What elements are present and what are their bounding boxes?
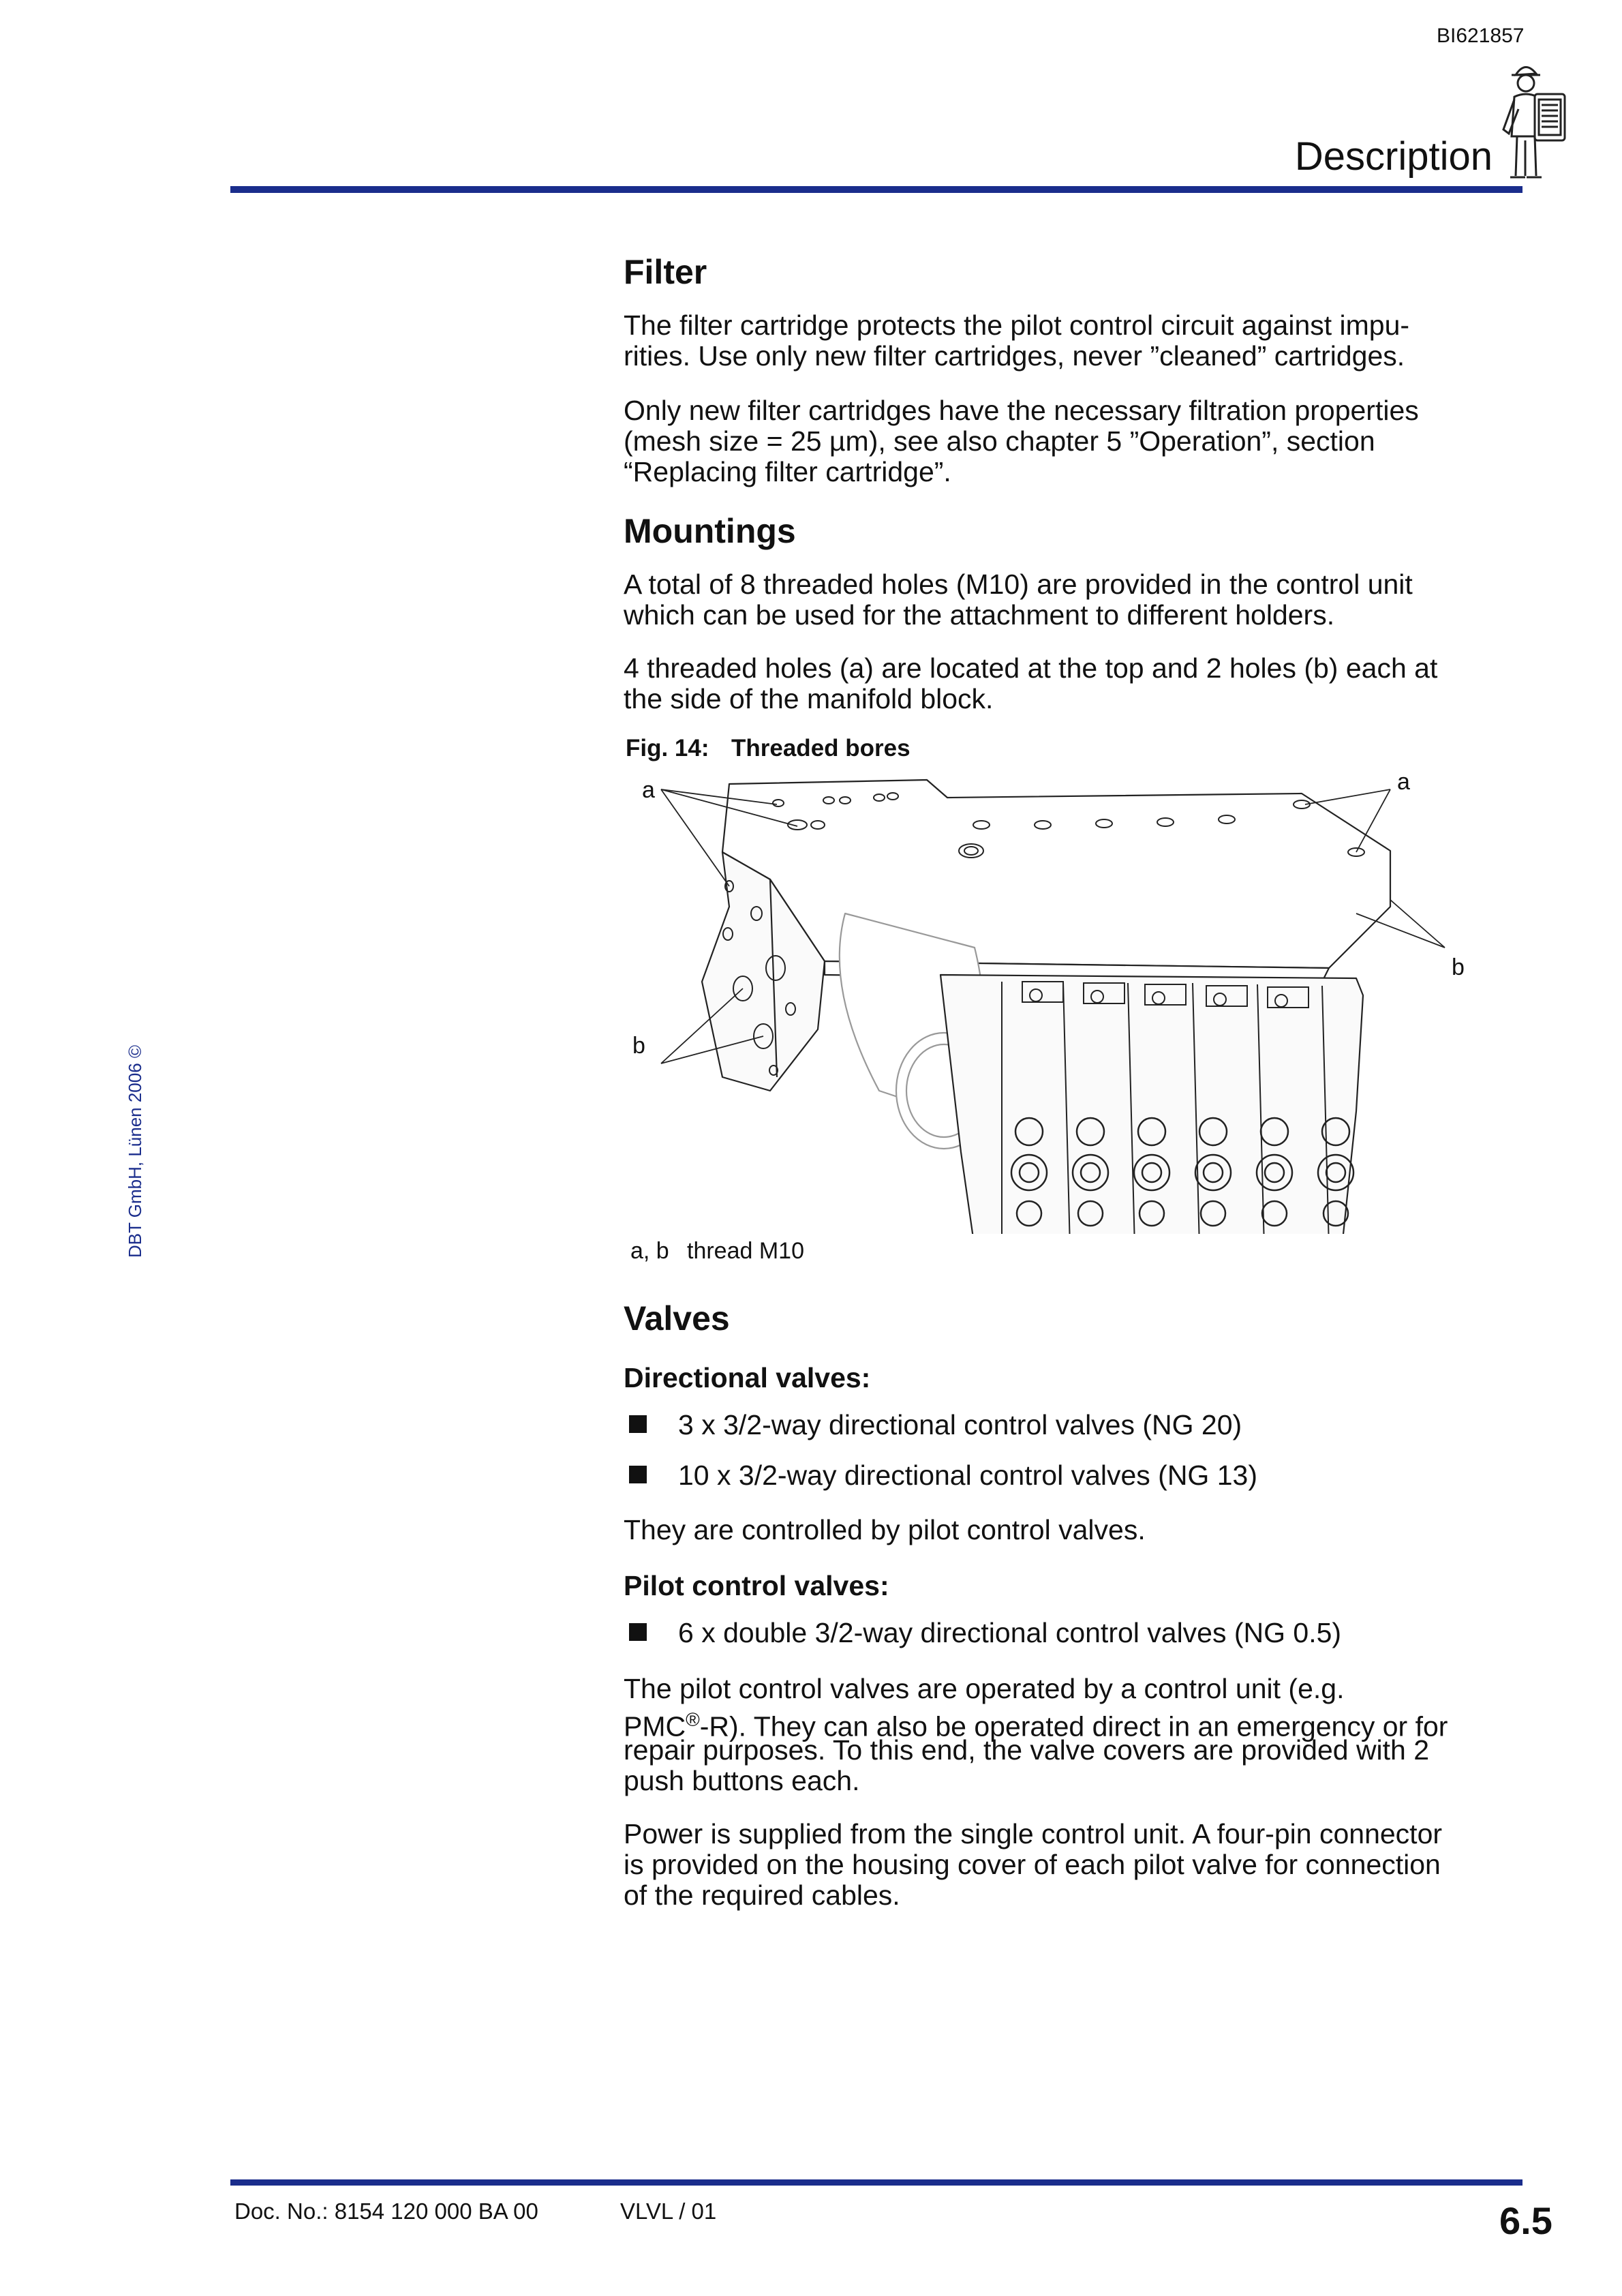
footer-rule	[230, 2179, 1522, 2186]
mountings-para1-line1: A total of 8 threaded holes (M10) are provided in the control unit	[624, 569, 1413, 600]
filter-para1-line1: The filter cartridge protects the pilot control circuit against impu-	[624, 309, 1410, 341]
worker-with-checklist-icon	[1491, 55, 1573, 184]
bullet-square-icon	[629, 1466, 647, 1483]
filter-para2-line2: (mesh size = 25 µm), see also chapter 5 ”Operation”, section	[624, 425, 1375, 457]
filter-para2-line1: Only new filter cartridges have the necessary filtration properties	[624, 395, 1419, 426]
list-item-text: 6 x double 3/2-way directional control valves (NG 0.5)	[678, 1617, 1342, 1648]
list-item	[624, 1460, 1257, 1491]
section-title: Description	[1294, 134, 1493, 179]
list-item	[624, 1618, 1341, 1648]
header-rule	[230, 186, 1522, 193]
power-para-line2: is provided on the housing cover of each pilot valve for connection	[624, 1849, 1441, 1880]
document-id: BI621857	[1437, 25, 1525, 47]
label-a-right: a	[1397, 770, 1410, 795]
directional-valves-heading: Directional valves:	[624, 1362, 871, 1393]
registered-mark: ®	[686, 1709, 700, 1730]
list-item-text: 3 x 3/2-way directional control valves (NG 20)	[678, 1409, 1242, 1440]
figure-caption	[626, 735, 911, 762]
figure-number: Fig. 14:	[626, 735, 709, 761]
legend-text: thread M10	[687, 1238, 804, 1264]
power-para-line1: Power is supplied from the single control unit. A four-pin connector	[624, 1818, 1443, 1849]
power-para-line3: of the required cables.	[624, 1879, 900, 1911]
pilot-valves-heading: Pilot control valves:	[624, 1570, 889, 1601]
manifold-block-drawing	[620, 770, 1493, 1234]
copyright-note: DBT GmbH, Lünen 2006 ©	[125, 1044, 145, 1258]
filter-heading: Filter	[624, 253, 707, 291]
label-b-right: b	[1452, 954, 1465, 980]
label-b-left: b	[632, 1033, 645, 1059]
figure-legend	[630, 1238, 804, 1265]
valves-heading: Valves	[624, 1299, 730, 1338]
mountings-para1-line2: which can be used for the attachment to different holders.	[624, 599, 1335, 631]
pmc-text: PMC	[624, 1710, 686, 1742]
pilot-para-line3: repair purposes. To this end, the valve covers are provided with 2	[624, 1734, 1430, 1766]
pilot-para-line1: The pilot control valves are operated by a control unit (e.g.	[624, 1673, 1345, 1704]
list-item-text: 10 x 3/2-way directional control valves (NG 13)	[678, 1460, 1257, 1491]
list-item	[624, 1410, 1242, 1440]
legend-key: a, b	[630, 1238, 669, 1264]
figure-title: Threaded bores	[731, 735, 911, 761]
mountings-para2-line1: 4 threaded holes (a) are located at the top and 2 holes (b) each at	[624, 652, 1438, 684]
filter-para2-line3: “Replacing filter cartridge”.	[624, 456, 951, 487]
filter-para1-line2: rities. Use only new filter cartridges, never ”cleaned” cartridges.	[624, 340, 1405, 372]
page-number: 6.5	[1499, 2199, 1552, 2242]
footer-doc-number: Doc. No.: 8154 120 000 BA 00	[234, 2199, 538, 2224]
footer-revision: VLVL / 01	[620, 2199, 717, 2224]
mountings-heading: Mountings	[624, 512, 796, 550]
pilot-para-line4: push buttons each.	[624, 1765, 860, 1796]
mountings-para2-line2: the side of the manifold block.	[624, 683, 994, 714]
controlled-by-text: They are controlled by pilot control valves.	[624, 1514, 1146, 1545]
bullet-square-icon	[629, 1415, 647, 1433]
pilot-para-line2-rest: -R). They can also be operated direct in an emergency or for	[699, 1710, 1448, 1742]
bullet-square-icon	[629, 1623, 647, 1641]
label-a-left: a	[642, 777, 655, 803]
